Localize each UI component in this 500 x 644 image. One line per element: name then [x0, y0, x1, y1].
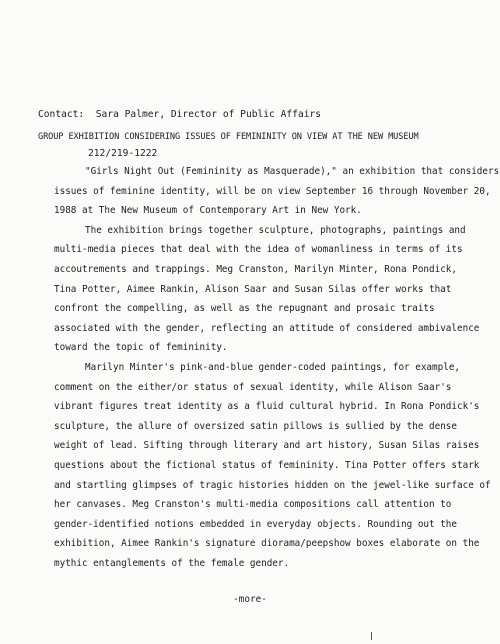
- paragraph-line: multi-media pieces that deal with the idea of womanliness in terms of its: [54, 244, 463, 256]
- paragraph-line: mythic entanglements of the female gender.: [54, 557, 290, 569]
- contact-phone: 212/219-1222: [88, 148, 158, 159]
- paragraph-line: Marilyn Minter's pink-and-blue gender-coded paintings, for example,: [85, 361, 461, 373]
- paragraph-1: [54, 162, 500, 221]
- contact-row-phone: [38, 147, 321, 160]
- paragraph-line: her canvases. Meg Cranston's multi-media compositions call attention to: [54, 499, 452, 511]
- paragraph-line: associated with the gender, reflecting an attitude of considered ambivalence: [54, 322, 480, 334]
- paragraph-line: The exhibition brings together sculpture, photographs, paintings and: [85, 224, 466, 236]
- paragraph-line: comment on the either/or status of sexual identity, while Alison Saar's: [54, 381, 452, 393]
- more-continuation-marker: -more-: [233, 594, 267, 605]
- paragraph-line: exhibition, Aimee Rankin's signature diorama/peepshow boxes elaborate on the: [54, 538, 480, 550]
- paragraph-line: "Girls Night Out (Femininity as Masquerade)," an exhibition that considers: [85, 166, 500, 177]
- paragraph-line: accoutrements and trappings. Meg Cranston, Marilyn Minter, Rona Pondick,: [54, 263, 457, 275]
- body-text: [54, 162, 500, 573]
- page-edge-mark: [371, 632, 372, 640]
- paragraph-2: [54, 221, 480, 358]
- paragraph-line: weight of lead. Sifting through literary and art history, Susan Silas raises: [54, 440, 480, 452]
- paragraph-line: and startling glimpses of tragic histories hidden on the jewel-like surface of: [54, 479, 491, 491]
- contact-label: Contact:: [38, 109, 85, 120]
- paragraph-line: issues of feminine identity, will be on view September 16 through November 20,: [54, 185, 491, 197]
- paragraph-3: [54, 358, 491, 574]
- contact-row-name: [38, 108, 321, 121]
- paragraph-line: 1988 at The New Museum of Contemporary Art in New York.: [54, 205, 362, 217]
- paragraph-line: Tina Potter, Aimee Rankin, Alison Saar and Susan Silas offer works that: [54, 283, 452, 295]
- paragraph-line: vibrant figures treat identity as a fluid cultural hybrid. In Rona Pondick's: [54, 401, 480, 413]
- paragraph-line: confront the compelling, as well as the repugnant and prosaic traits: [54, 303, 435, 315]
- paragraph-line: sculpture, the allure of oversized satin pillows is sullied by the dense: [54, 420, 457, 432]
- paragraph-line: questions about the fictional status of femininity. Tina Potter offers stark: [54, 459, 480, 471]
- headline: GROUP EXHIBITION CONSIDERING ISSUES OF FEMININITY ON VIEW AT THE NEW MUSEUM: [38, 132, 419, 142]
- paragraph-line: toward the topic of femininity.: [54, 342, 228, 354]
- paragraph-line: gender-identified notions embedded in everyday objects. Rounding out the: [54, 518, 457, 530]
- contact-name: Sara Palmer, Director of Public Affairs: [95, 109, 322, 120]
